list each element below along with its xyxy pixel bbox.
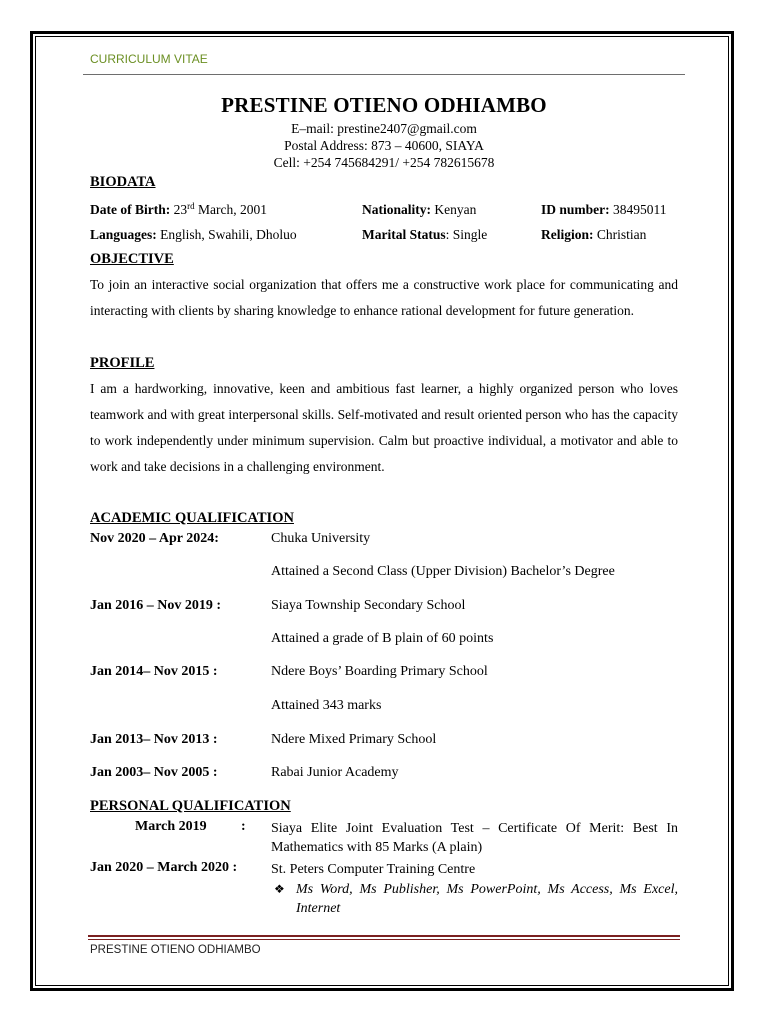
personal-date: March 2019 [135,819,207,834]
academic-school: Siaya Township Secondary School [271,598,466,613]
personal-text: St. Peters Computer Training Centre [271,862,476,877]
header-label: CURRICULUM VITAE [90,52,208,66]
academic-detail: Attained a grade of B plain of 60 points [271,631,494,646]
biodata-heading: BIODATA [90,174,156,190]
candidate-name: PRESTINE OTIENO ODHIAMBO [221,93,547,117]
contact-postal: Postal Address: 873 – 40600, SIAYA [284,138,484,153]
marital-value: : Single [445,227,488,242]
footer-rule-thin [88,939,680,940]
academic-date: Jan 2003– Nov 2005 : [90,765,218,780]
objective-heading: OBJECTIVE [90,251,174,267]
religion-label: Religion: [541,227,594,242]
academic-school: Ndere Mixed Primary School [271,732,437,747]
academic-school: Chuka University [271,531,371,546]
languages-value: English, Swahili, Dholuo [160,227,297,242]
religion [541,227,646,243]
footer-rule-thick [88,935,680,937]
languages [90,227,297,243]
profile-text: I am a hardworking, innovative, keen and ambitious fast learner, a highly organized person who loves teamwork and with great interpersonal skills. Self-motivated and result oriented person who has the capacity to work independently under minimum supervision. Calm but proactive individual, a motivator and able to work and take decisions in a challenging environment. [90,381,678,474]
academic-heading: ACADEMIC QUALIFICATION [90,510,294,526]
personal-colon: : [241,819,246,834]
diamond-bullet-icon: ❖ [274,882,285,896]
dob-day: 23 [173,202,188,217]
date-of-birth [90,202,267,218]
academic-detail: Attained a Second Class (Upper Division) Bachelor’s Degree [271,564,615,579]
contact-cell: Cell: +254 745684291/ +254 782615678 [273,155,495,170]
languages-label: Languages: [90,227,157,242]
contact-email: E–mail: prestine2407@gmail.com [291,121,477,136]
personal-text: Siaya Elite Joint Evaluation Test – Certificate Of Merit: Best In Mathematics with 85 Marks (A plain) [271,821,678,855]
religion-value: Christian [596,227,647,242]
skills-bullet [274,880,678,918]
footer-label: PRESTINE OTIENO ODHIAMBO [90,944,261,956]
marital-status [362,227,487,243]
skills-text: Ms Word, Ms Publisher, Ms PowerPoint, Ms Access, Ms Excel, Internet [296,882,678,916]
dob-rest: March, 2001 [197,202,267,217]
profile-heading: PROFILE [90,355,155,371]
academic-date: Jan 2016 – Nov 2019 : [90,598,222,613]
dob-label: Date of Birth: [90,202,171,217]
objective-text: To join an interactive social organization that offers me a constructive work place for communicating and interacting with clients by sharing knowledge to enhance rational development for future generation. [90,277,678,318]
id-label: ID number: [541,202,610,217]
personal-heading: PERSONAL QUALIFICATION [90,798,291,814]
id-number [541,202,667,218]
nationality-value: Kenyan [434,202,477,217]
marital-label: Marital Status [362,227,446,242]
nationality [362,202,476,218]
id-value: 38495011 [613,202,667,217]
academic-school: Rabai Junior Academy [271,765,399,780]
dob-sup: rd [187,201,195,211]
nationality-label: Nationality: [362,202,431,217]
personal-date: Jan 2020 – March 2020 : [90,860,238,875]
academic-detail: Attained 343 marks [271,698,382,713]
academic-date: Jan 2013– Nov 2013 : [90,732,218,747]
header-rule [83,74,685,75]
academic-date: Jan 2014– Nov 2015 : [90,664,218,679]
academic-school: Ndere Boys’ Boarding Primary School [271,664,488,679]
academic-date: Nov 2020 – Apr 2024: [90,531,219,546]
